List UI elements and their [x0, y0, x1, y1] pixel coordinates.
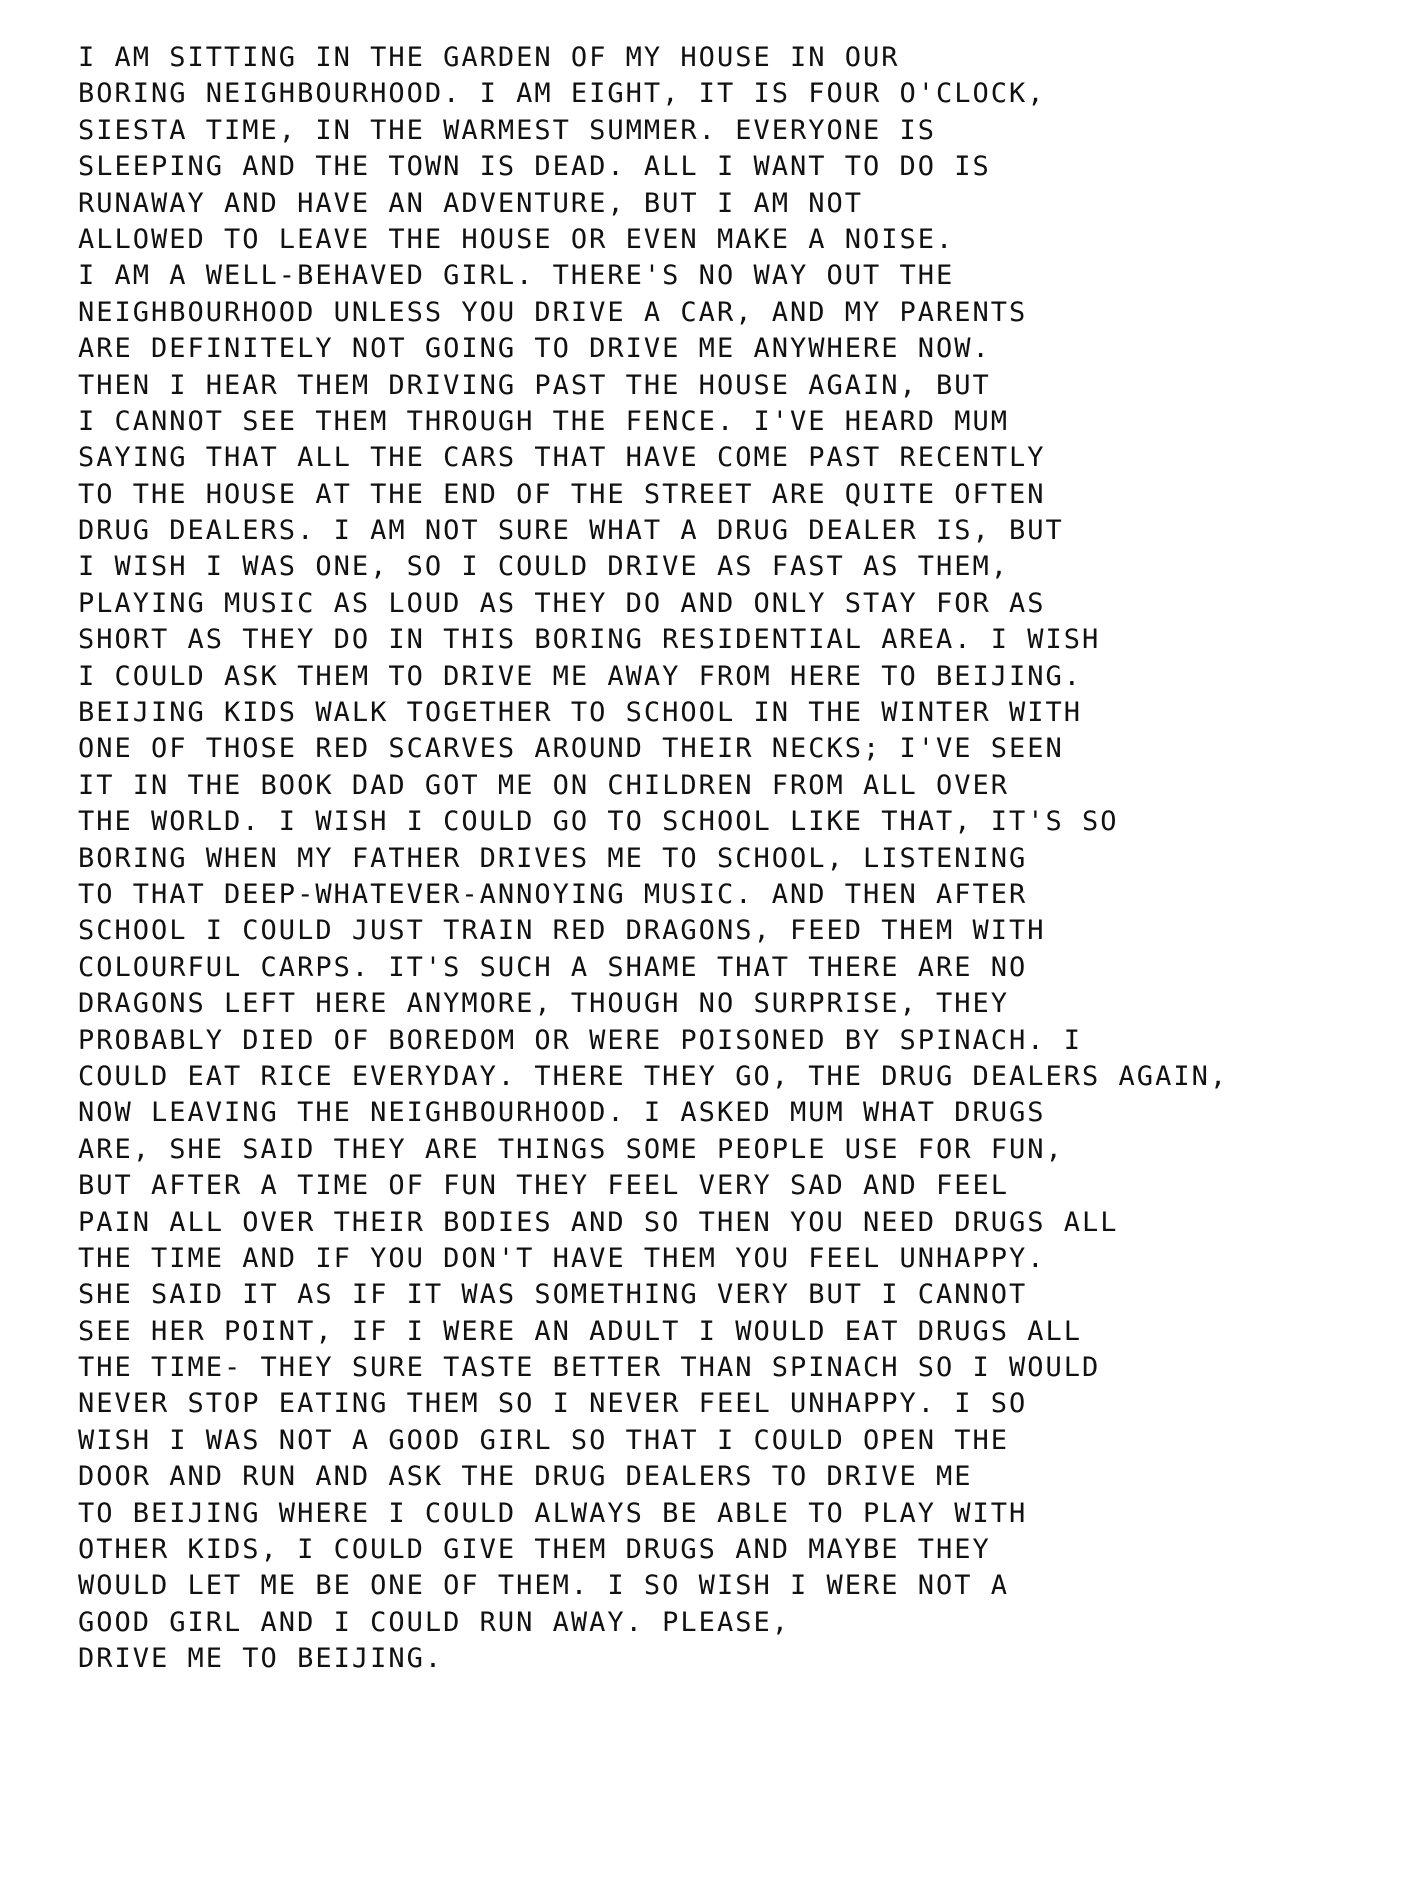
text-line-40: DOOR AND RUN AND ASK THE DRUG DEALERS TO DRIVE ME: [78, 1461, 973, 1493]
text-line-19: BEIJING KIDS WALK TOGETHER TO SCHOOL IN THE WINTER WITH: [78, 697, 1083, 729]
text-line-41: TO BEIJING WHERE I COULD ALWAYS BE ABLE TO PLAY WITH: [78, 1497, 1028, 1529]
text-line-45: DRIVE ME TO BEIJING.: [78, 1643, 444, 1675]
text-line-11: I CANNOT SEE THEM THROUGH THE FENCE. I'VE HEARD MUM: [78, 405, 1010, 437]
text-line-12: SAYING THAT ALL THE CARS THAT HAVE COME PAST RECENTLY: [78, 442, 1046, 474]
text-line-18: I COULD ASK THEM TO DRIVE ME AWAY FROM HERE TO BEIJING.: [78, 660, 1083, 692]
text-line-17: SHORT AS THEY DO IN THIS BORING RESIDENTIAL AREA. I WISH: [78, 624, 1101, 656]
text-line-44: GOOD GIRL AND I COULD RUN AWAY. PLEASE,: [78, 1606, 790, 1638]
text-line-32: BUT AFTER A TIME OF FUN THEY FEEL VERY SAD AND FEEL: [78, 1170, 1010, 1202]
text-line-38: NEVER STOP EATING THEM SO I NEVER FEEL UNHAPPY. I SO: [78, 1388, 1028, 1420]
text-line-2: BORING NEIGHBOURHOOD. I AM EIGHT, IT IS FOUR O'CLOCK,: [78, 78, 1046, 110]
text-line-31: ARE, SHE SAID THEY ARE THINGS SOME PEOPLE USE FOR FUN,: [78, 1133, 1064, 1165]
text-line-16: PLAYING MUSIC AS LOUD AS THEY DO AND ONLY STAY FOR AS: [78, 587, 1046, 619]
text-line-20: ONE OF THOSE RED SCARVES AROUND THEIR NECKS; I'VE SEEN: [78, 733, 1064, 765]
text-line-37: THE TIME- THEY SURE TASTE BETTER THAN SPINACH SO I WOULD: [78, 1352, 1101, 1384]
text-line-23: BORING WHEN MY FATHER DRIVES ME TO SCHOOL, LISTENING: [78, 842, 1028, 874]
text-line-9: ARE DEFINITELY NOT GOING TO DRIVE ME ANYWHERE NOW.: [78, 333, 991, 365]
text-line-28: PROBABLY DIED OF BOREDOM OR WERE POISONED BY SPINACH. I: [78, 1024, 1083, 1056]
text-line-30: NOW LEAVING THE NEIGHBOURHOOD. I ASKED MUM WHAT DRUGS: [78, 1097, 1046, 1129]
text-line-33: PAIN ALL OVER THEIR BODIES AND SO THEN YOU NEED DRUGS ALL: [78, 1206, 1119, 1238]
text-line-15: I WISH I WAS ONE, SO I COULD DRIVE AS FAST AS THEM,: [78, 551, 1010, 583]
text-line-14: DRUG DEALERS. I AM NOT SURE WHAT A DRUG DEALER IS, BUT: [78, 515, 1064, 547]
text-line-10: THEN I HEAR THEM DRIVING PAST THE HOUSE AGAIN, BUT: [78, 369, 991, 401]
text-line-7: I AM A WELL-BEHAVED GIRL. THERE'S NO WAY OUT THE: [78, 260, 955, 292]
text-line-3: SIESTA TIME, IN THE WARMEST SUMMER. EVERYONE IS: [78, 114, 937, 146]
text-line-21: IT IN THE BOOK DAD GOT ME ON CHILDREN FROM ALL OVER: [78, 769, 1010, 801]
text-line-1: I AM SITTING IN THE GARDEN OF MY HOUSE IN OUR: [78, 42, 900, 73]
text-line-13: TO THE HOUSE AT THE END OF THE STREET ARE QUITE OFTEN: [78, 478, 1046, 510]
text-line-25: SCHOOL I COULD JUST TRAIN RED DRAGONS, FEED THEM WITH: [78, 915, 1046, 947]
text-line-4: SLEEPING AND THE TOWN IS DEAD. ALL I WANT TO DO IS: [78, 151, 991, 183]
text-line-35: SHE SAID IT AS IF IT WAS SOMETHING VERY BUT I CANNOT: [78, 1279, 1028, 1311]
text-line-5: RUNAWAY AND HAVE AN ADVENTURE, BUT I AM NOT: [78, 187, 863, 219]
text-line-29: COULD EAT RICE EVERYDAY. THERE THEY GO, THE DRUG DEALERS AGAIN,: [78, 1060, 1229, 1092]
text-line-36: SEE HER POINT, IF I WERE AN ADULT I WOULD EAT DRUGS ALL: [78, 1315, 1083, 1347]
text-line-27: DRAGONS LEFT HERE ANYMORE, THOUGH NO SURPRISE, THEY: [78, 988, 1010, 1020]
text-line-43: WOULD LET ME BE ONE OF THEM. I SO WISH I WERE NOT A: [78, 1570, 1010, 1602]
text-line-24: TO THAT DEEP-WHATEVER-ANNOYING MUSIC. AND THEN AFTER: [78, 878, 1028, 910]
text-line-42: OTHER KIDS, I COULD GIVE THEM DRUGS AND MAYBE THEY: [78, 1534, 991, 1566]
handwritten-text-block: [78, 40, 1228, 1678]
text-line-26: COLOURFUL CARPS. IT'S SUCH A SHAME THAT THERE ARE NO: [78, 951, 1028, 983]
text-line-34: THE TIME AND IF YOU DON'T HAVE THEM YOU FEEL UNHAPPY.: [78, 1242, 1046, 1274]
text-line-22: THE WORLD. I WISH I COULD GO TO SCHOOL LIKE THAT, IT'S SO: [78, 806, 1119, 838]
text-line-6: ALLOWED TO LEAVE THE HOUSE OR EVEN MAKE A NOISE.: [78, 223, 955, 255]
text-line-39: WISH I WAS NOT A GOOD GIRL SO THAT I COULD OPEN THE: [78, 1424, 1010, 1456]
text-line-8: NEIGHBOURHOOD UNLESS YOU DRIVE A CAR, AND MY PARENTS: [78, 296, 1028, 328]
